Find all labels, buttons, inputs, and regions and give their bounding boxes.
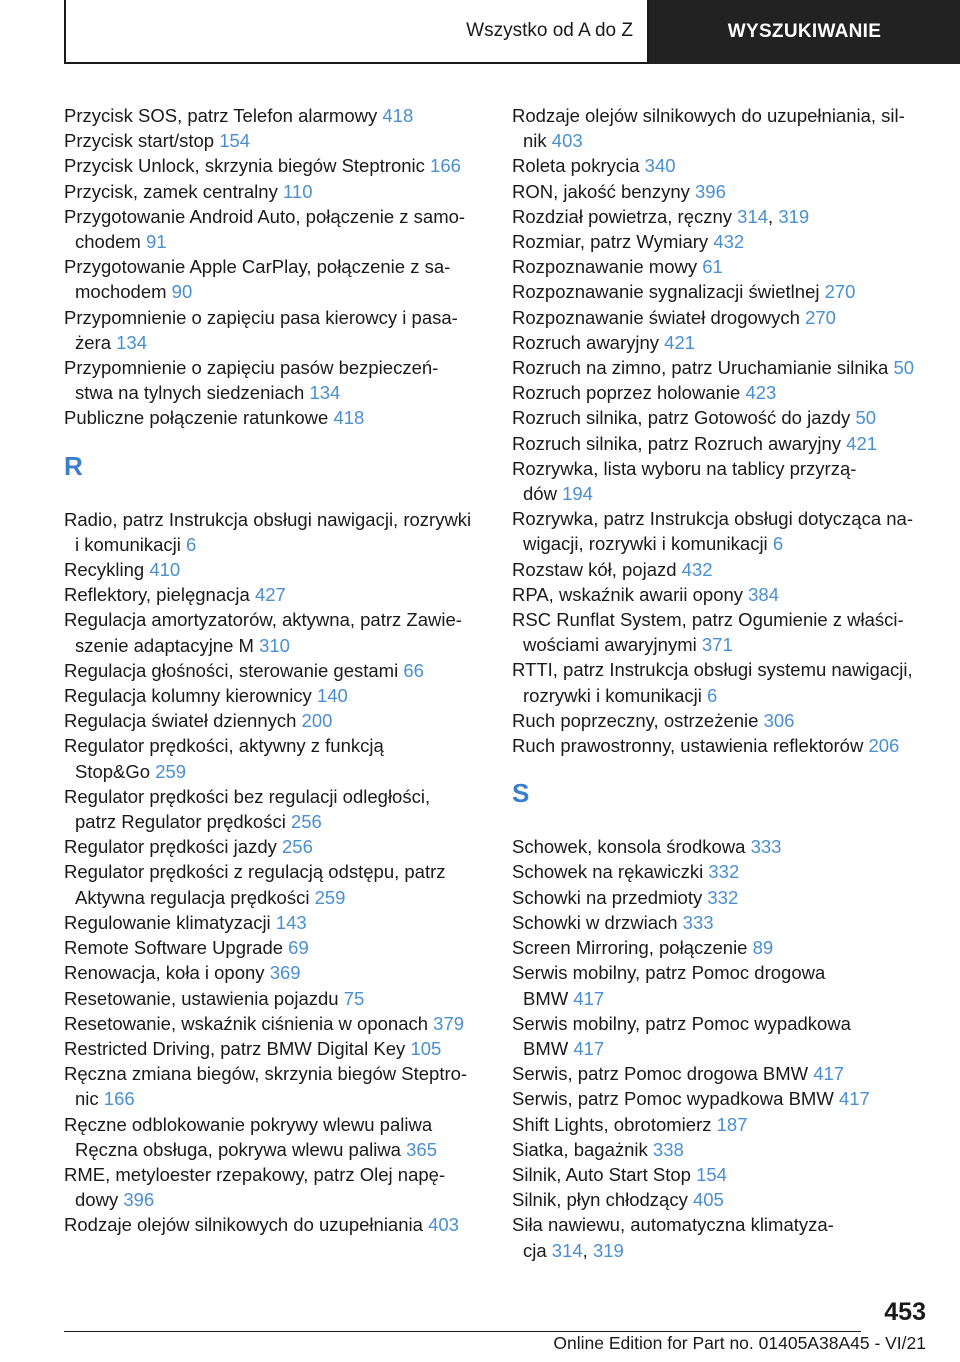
footer-edition: Online Edition for Part no. 01405A38A45 - VI/21	[553, 1333, 926, 1353]
page-reference-link[interactable]: 110	[282, 180, 313, 202]
page-reference-link[interactable]: 61	[702, 256, 723, 278]
page-reference-link[interactable]: 427	[254, 584, 286, 606]
index-entry: Przycisk SOS, patrz Telefon alarmowy 418	[64, 105, 414, 126]
page-reference-link[interactable]: 91	[145, 231, 167, 253]
index-entry: Rozdział powietrza, ręczny 314, 319	[512, 205, 810, 227]
index-entry: Rozruch silnika, patrz Gotowość do jazdy 50	[512, 407, 877, 429]
page-reference-link[interactable]: 421	[846, 432, 878, 454]
index-entry: Regulowanie klimatyzacji 143	[64, 911, 307, 933]
section-letter-r: R	[64, 450, 83, 481]
tab-search[interactable]: WYSZUKIWANIE	[649, 0, 960, 64]
page-reference-link[interactable]: 200	[301, 710, 333, 732]
page-reference-link[interactable]: 369	[269, 962, 301, 984]
index-entry: Siła nawiewu, automatyczna klimatyza- cja 314, 319	[512, 1214, 834, 1261]
footer-divider	[64, 1331, 861, 1332]
index-entry: RPA, wskaźnik awarii opony 384	[512, 583, 780, 605]
index-entry: Resetowanie, ustawienia pojazdu 75	[64, 987, 365, 1009]
page-reference-link[interactable]: 187	[716, 1113, 748, 1135]
page-reference-link[interactable]: 384	[748, 583, 780, 605]
index-entry: RON, jakość benzyny 396	[512, 180, 726, 202]
index-entry: Schowek, konsola środkowa 333	[512, 836, 782, 858]
index-entry: RME, metyloester rzepakowy, patrz Olej napę- dowy 396	[64, 1163, 446, 1211]
index-entry: Silnik, Auto Start Stop 154	[512, 1163, 727, 1185]
page-reference-link[interactable]: 134	[309, 382, 341, 404]
page-reference-link[interactable]: 405	[692, 1189, 724, 1211]
tab-section-a-to-z[interactable]: Wszystko od A do Z	[64, 0, 649, 64]
section-letter-s: S	[512, 778, 530, 809]
index-entry: Siatka, bagażnik 338	[512, 1138, 684, 1160]
index-entry: Regulacja amortyzatorów, aktywna, patrz Zawie- szenie adaptacyjne M 310	[64, 609, 462, 656]
index-entry: Rozruch silnika, patrz Rozruch awaryjny 421	[512, 432, 878, 454]
index-entry: Regulator prędkości bez regulacji odległości, patrz Regulator prędkości 256	[64, 785, 431, 833]
page-reference-link[interactable]: 432	[713, 231, 745, 253]
page-reference-link[interactable]: 332	[708, 861, 740, 883]
page-reference-link[interactable]: 69	[288, 937, 309, 959]
page-reference-link[interactable]: 256	[290, 811, 322, 833]
page-reference-link[interactable]: 143	[275, 911, 307, 933]
page-reference-link[interactable]: 417	[813, 1063, 845, 1085]
page-reference-link[interactable]: 338	[652, 1138, 684, 1160]
page-reference-link[interactable]: 417	[573, 1037, 605, 1059]
index-entry: Schowki w drzwiach 333	[512, 911, 714, 933]
index-entry: Regulator prędkości jazdy 256	[64, 836, 313, 858]
index-entry: Rozpoznawanie mowy 61	[512, 256, 723, 278]
index-entry: Ruch prawostronny, ustawienia reflektorów 206	[512, 735, 900, 757]
index-entry: Roleta pokrycia 340	[512, 155, 676, 177]
page-reference-link[interactable]: 371	[701, 634, 733, 656]
index-entry: Przypomnienie o zapięciu pasów bezpieczeń- stwa na tylnych siedzeniach 134	[64, 357, 439, 404]
page-reference-link[interactable]: 206	[868, 735, 900, 757]
page-reference-link[interactable]: 6	[707, 684, 718, 706]
index-entry: Serwis mobilny, patrz Pomoc wypadkowa BMW 417	[512, 1012, 851, 1059]
index-entry: Przycisk, zamek centralny 110	[64, 180, 313, 202]
index-entry: Remote Software Upgrade 69	[64, 937, 309, 959]
index-entry: Radio, patrz Instrukcja obsługi nawigacji, rozrywki i komunikacji 6	[64, 508, 472, 555]
page-reference-link[interactable]: 75	[343, 987, 365, 1009]
index-entry: Publiczne połączenie ratunkowe 418	[64, 407, 365, 429]
page-reference-link[interactable]: 105	[410, 1037, 442, 1059]
index-entry: Rozrywka, patrz Instrukcja obsługi dotycząca na- wigacji, rozrywki i komunikacji 6	[512, 508, 914, 555]
page-reference-link[interactable]: 421	[664, 331, 696, 353]
page-reference-link[interactable]: 396	[123, 1189, 155, 1211]
page-reference-link[interactable]: 270	[824, 281, 856, 303]
page-reference-link[interactable]: 166	[103, 1088, 135, 1110]
index-entry: Rozruch na zimno, patrz Uruchamianie silnika 50	[512, 357, 915, 379]
index-entry: Serwis, patrz Pomoc wypadkowa BMW 417	[512, 1088, 870, 1110]
page-reference-link[interactable]: 66	[403, 659, 424, 681]
index-column-left	[64, 103, 478, 1238]
page-reference-link[interactable]: 417	[573, 987, 605, 1009]
index-entry: Przycisk start/stop 154	[64, 130, 251, 152]
page-reference-link[interactable]: 89	[752, 937, 774, 959]
index-entry: RSC Runflat System, patrz Ogumienie z właści- wościami awaryjnymi 371	[512, 609, 904, 656]
index-entry: Regulacja świateł dziennych 200	[64, 710, 333, 732]
page-reference-link[interactable]: 365	[406, 1138, 437, 1160]
page-reference-link[interactable]: 418	[382, 105, 414, 126]
page-reference-link[interactable]: 403	[428, 1214, 459, 1236]
page-reference-link[interactable]: 134	[116, 331, 148, 353]
index-entry: Rozpoznawanie świateł drogowych 270	[512, 306, 836, 328]
index-entry: Regulator prędkości z regulacją odstępu, patrz Aktywna regulacja prędkości 259	[64, 861, 446, 908]
index-entry: Ręczne odblokowanie pokrywy wlewu paliwa Ręczna obsługa, pokrywa wlewu paliwa 365	[64, 1113, 437, 1160]
page-reference-link[interactable]: 314	[551, 1239, 583, 1261]
index-entry: Regulator prędkości, aktywny z funkcją Stop&Go 259	[64, 735, 384, 782]
page-reference-link[interactable]: 319	[778, 205, 810, 227]
page-reference-link[interactable]: 306	[763, 709, 795, 731]
page-reference-link[interactable]: 319	[592, 1239, 624, 1261]
page-reference-link[interactable]: 259	[155, 760, 187, 782]
index-entry: Screen Mirroring, połączenie 89	[512, 937, 774, 959]
index-entry: Serwis, patrz Pomoc drogowa BMW 417	[512, 1063, 845, 1085]
page-reference-link[interactable]: 6	[772, 533, 784, 555]
page-reference-link[interactable]: 379	[433, 1012, 465, 1034]
page-reference-link[interactable]: 332	[707, 886, 739, 908]
page-reference-link[interactable]: 6	[186, 533, 197, 555]
index-entry: Rodzaje olejów silnikowych do uzupełniania, sil- nik 403	[512, 105, 905, 152]
index-entry: Resetowanie, wskaźnik ciśnienia w oponach 379	[64, 1012, 465, 1034]
index-column-right	[512, 103, 926, 1263]
page-reference-link[interactable]: 50	[893, 357, 915, 379]
page-reference-link[interactable]: 333	[750, 836, 782, 858]
page-reference-link[interactable]: 314	[737, 205, 769, 227]
index-entry: Rodzaje olejów silnikowych do uzupełniania 403	[64, 1214, 459, 1236]
page-reference-link[interactable]: 403	[551, 130, 583, 152]
page-reference-link[interactable]: 154	[219, 130, 251, 152]
index-entry: Rozrywka, lista wyboru na tablicy przyrzą- dów 194	[512, 457, 857, 505]
index-entry: Przygotowanie Apple CarPlay, połączenie z sa- mochodem 90	[64, 256, 451, 303]
page-reference-link[interactable]: 340	[644, 155, 676, 177]
page-reference-link[interactable]: 194	[562, 483, 593, 505]
index-entry: Rozmiar, patrz Wymiary 432	[512, 231, 745, 253]
index-entry: RTTI, patrz Instrukcja obsługi systemu nawigacji, rozrywki i komunikacji 6	[512, 659, 913, 706]
index-entry: Recykling 410	[64, 559, 181, 581]
index-entry: Regulacja kolumny kierownicy 140	[64, 685, 348, 707]
page-reference-link[interactable]: 310	[259, 634, 290, 656]
page-reference-link[interactable]: 418	[333, 407, 365, 429]
index-entry: Rozpoznawanie sygnalizacji świetlnej 270	[512, 281, 856, 303]
header-tabs	[64, 0, 960, 64]
page-reference-link[interactable]: 90	[171, 281, 193, 303]
page-reference-link[interactable]: 423	[745, 382, 777, 404]
index-entry: Przycisk Unlock, skrzynia biegów Steptronic 166	[64, 155, 461, 177]
index-entry: Przypomnienie o zapięciu pasa kierowcy i pasa- żera 134	[64, 306, 458, 353]
index-entry: Silnik, płyn chłodzący 405	[512, 1189, 724, 1211]
index-entry: Serwis mobilny, patrz Pomoc drogowa BMW 417	[512, 962, 826, 1009]
page-reference-link[interactable]: 270	[805, 306, 836, 328]
page-reference-link[interactable]: 333	[682, 911, 714, 933]
page-reference-link[interactable]: 154	[696, 1163, 727, 1185]
index-entry: Rozruch awaryjny 421	[512, 331, 696, 353]
index-entry: Schowek na rękawiczki 332	[512, 861, 740, 883]
index-entry: Rozruch poprzez holowanie 423	[512, 382, 777, 404]
index-entry: Rozstaw kół, pojazd 432	[512, 558, 713, 580]
index-entry: Regulacja głośności, sterowanie gestami 66	[64, 659, 424, 681]
page-reference-link[interactable]: 410	[149, 559, 181, 581]
index-entry: Restricted Driving, patrz BMW Digital Key 105	[64, 1037, 442, 1059]
page-reference-link[interactable]: 140	[316, 685, 348, 707]
index-entry: Schowki na przedmioty 332	[512, 886, 739, 908]
index-entry: Shift Lights, obrotomierz 187	[512, 1113, 748, 1135]
index-entry: Reflektory, pielęgnacja 427	[64, 584, 286, 606]
index-entry: Przygotowanie Android Auto, połączenie z samo- chodem 91	[64, 205, 466, 253]
index-entry: Renowacja, koła i opony 369	[64, 962, 301, 984]
page-reference-link[interactable]: 259	[314, 886, 346, 908]
page-reference-link[interactable]: 432	[681, 558, 713, 580]
page-reference-link[interactable]: 417	[838, 1088, 870, 1110]
page-reference-link[interactable]: 50	[855, 407, 877, 429]
page-reference-link[interactable]: 166	[430, 155, 461, 177]
page-reference-link[interactable]: 396	[695, 180, 726, 202]
index-entry: Ręczna zmiana biegów, skrzynia biegów Steptro- nic 166	[64, 1063, 468, 1110]
index-entry: Ruch poprzeczny, ostrzeżenie 306	[512, 709, 795, 731]
page-reference-link[interactable]: 256	[282, 836, 313, 858]
page-number: 453	[884, 1298, 926, 1326]
